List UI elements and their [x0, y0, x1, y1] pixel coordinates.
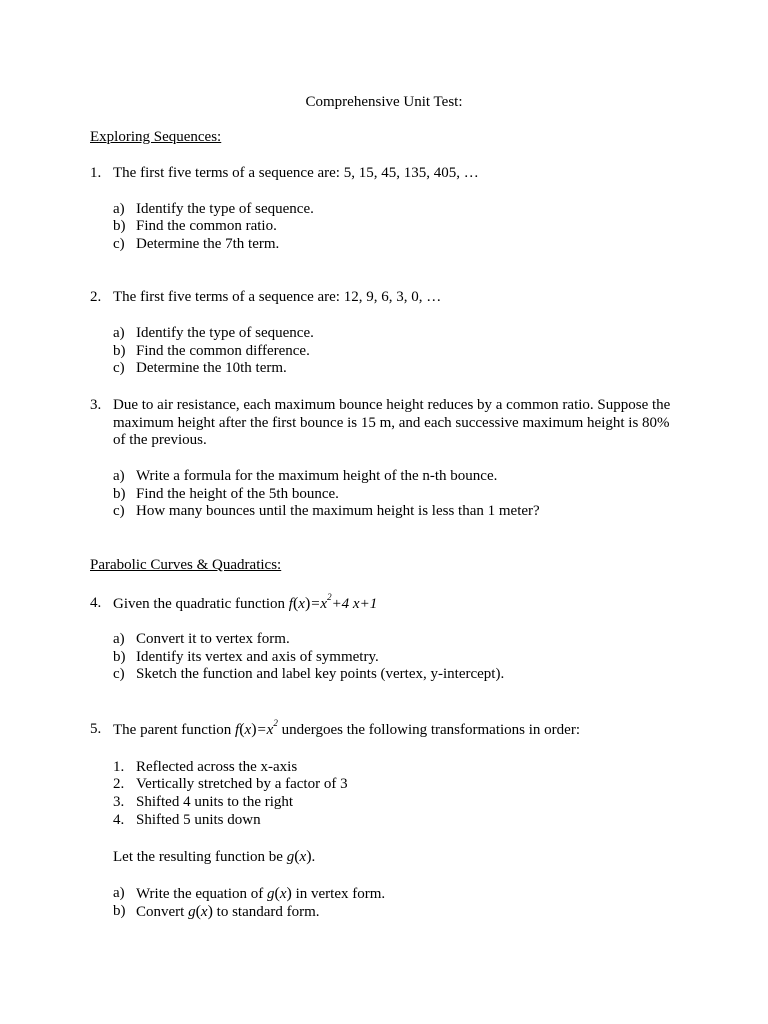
q5-step-text-2: Vertically stretched by a factor of 3	[136, 776, 348, 792]
question-number-3: 3.	[90, 397, 102, 413]
q3-part-text-a: Write a formula for the maximum height of the n-th bounce.	[136, 468, 498, 484]
q5-part-a-x: x	[279, 886, 287, 902]
q5-math-x: x	[244, 722, 252, 738]
q5-step-text-4: Shifted 5 units down	[136, 812, 261, 828]
q4-part-text-a: Convert it to vertex form.	[136, 631, 290, 647]
q5-let-after: .	[311, 849, 316, 865]
question-text-5	[113, 718, 580, 740]
question-text-1: The first five terms of a sequence are: 5, 15, 45, 135, 405, …	[113, 165, 479, 181]
q4-part-label-c: c)	[113, 666, 125, 682]
page-title: Comprehensive Unit Test:	[305, 94, 463, 110]
q2-part-text-a: Identify the type of sequence.	[136, 325, 314, 341]
q5-step-label-4: 4.	[113, 812, 125, 828]
q5-let-before: Let the resulting function be	[113, 849, 283, 865]
q2-part-label-b: b)	[113, 343, 126, 359]
q5-step-text-3: Shifted 4 units to the right	[136, 794, 294, 810]
q3-part-label-a: a)	[113, 468, 125, 484]
q5-part-b-after: to standard form.	[216, 904, 320, 920]
q4-part-text-b: Identify its vertex and axis of symmetry.	[136, 649, 379, 665]
q4-part-label-b: b)	[113, 649, 126, 665]
section-heading-quadratics: Parabolic Curves & Quadratics:	[90, 557, 282, 573]
question-number-5: 5.	[90, 721, 102, 737]
q1-part-text-b: Find the common ratio.	[136, 218, 277, 234]
question-number-2: 2.	[90, 289, 102, 305]
q4-function-expression: $f(x)=x^2+4$ x+1	[288, 592, 378, 612]
q4-math-rest: +4 x+1	[331, 596, 378, 612]
q1-part-label-b: b)	[113, 218, 126, 234]
q4-text-before: Given the quadratic function	[113, 596, 286, 612]
q3-part-text-c: How many bounces until the maximum height is less than 1 meter?	[136, 503, 540, 519]
q5-let-g-expression: g(x)	[286, 848, 312, 865]
q5-function-expression: $f(x)=x^2$	[235, 718, 278, 738]
q3-part-label-b: b)	[113, 486, 126, 502]
q5-math-exponent: 2	[273, 718, 278, 728]
q5-part-b-x: x	[200, 904, 208, 920]
q3-part-text-b: Find the height of the 5th bounce.	[136, 486, 339, 502]
q5-let-x: x	[299, 849, 307, 865]
q5-step-text-1: Reflected across the x-axis	[136, 759, 298, 775]
q1-part-label-a: a)	[113, 201, 125, 217]
q4-math-eq: =x	[310, 596, 328, 612]
q5-part-label-a: a)	[113, 885, 125, 901]
q5-part-text-b	[136, 903, 320, 922]
q5-math-eq: =x	[256, 722, 274, 738]
q5-step-label-3: 3.	[113, 794, 125, 810]
q2-part-text-c: Determine the 10th term.	[136, 360, 287, 376]
q5-part-a-before: Write the equation of	[136, 886, 264, 902]
q4-math-f: f	[288, 596, 293, 612]
q3-part-label-c: c)	[113, 503, 125, 519]
q5-step-label-1: 1.	[113, 759, 125, 775]
section-heading-sequences: Exploring Sequences:	[90, 129, 222, 145]
question-text-2: The first five terms of a sequence are: 12, 9, 6, 3, 0, …	[113, 289, 442, 305]
q5-part-label-b: b)	[113, 903, 126, 919]
q5-text-before: The parent function	[113, 722, 232, 738]
q5-let-statement	[113, 848, 315, 867]
q5-step-label-2: 2.	[113, 776, 125, 792]
question-number-4: 4.	[90, 595, 102, 611]
q5-part-b-before: Convert	[136, 904, 185, 920]
q5-part-b-g: g	[188, 904, 196, 920]
q2-part-text-b: Find the common difference.	[136, 343, 310, 359]
q5-part-a-g: g	[267, 886, 275, 902]
q4-math-exponent: 2	[327, 592, 332, 602]
q2-part-label-a: a)	[113, 325, 125, 341]
q1-part-text-a: Identify the type of sequence.	[136, 201, 314, 217]
q5-part-text-a	[136, 885, 385, 904]
q4-part-label-a: a)	[113, 631, 125, 647]
q5-part-a-g-expression: g(x)	[267, 885, 292, 902]
q4-math-x: x	[298, 596, 305, 612]
q1-part-label-c: c)	[113, 236, 125, 252]
q5-text-after: undergoes the following transformations in order:	[281, 722, 580, 738]
question-text-3: Due to air resistance, each maximum bounce height reduces by a common ratio. Suppose the maximum height after the first bounce is 15 m, and each successive maximum height is 80% of the previous.	[113, 397, 671, 448]
q2-part-label-c: c)	[113, 360, 125, 376]
q1-part-text-c: Determine the 7th term.	[136, 236, 280, 252]
q5-let-g: g	[286, 849, 295, 865]
q4-part-text-c: Sketch the function and label key points (vertex, y-intercept).	[136, 666, 505, 682]
question-number-1: 1.	[90, 165, 102, 181]
q5-part-b-g-expression: g(x)	[188, 903, 213, 920]
question-text-4	[113, 592, 378, 614]
q5-math-f: f	[235, 722, 240, 738]
q5-part-a-after: in vertex form.	[295, 886, 386, 902]
